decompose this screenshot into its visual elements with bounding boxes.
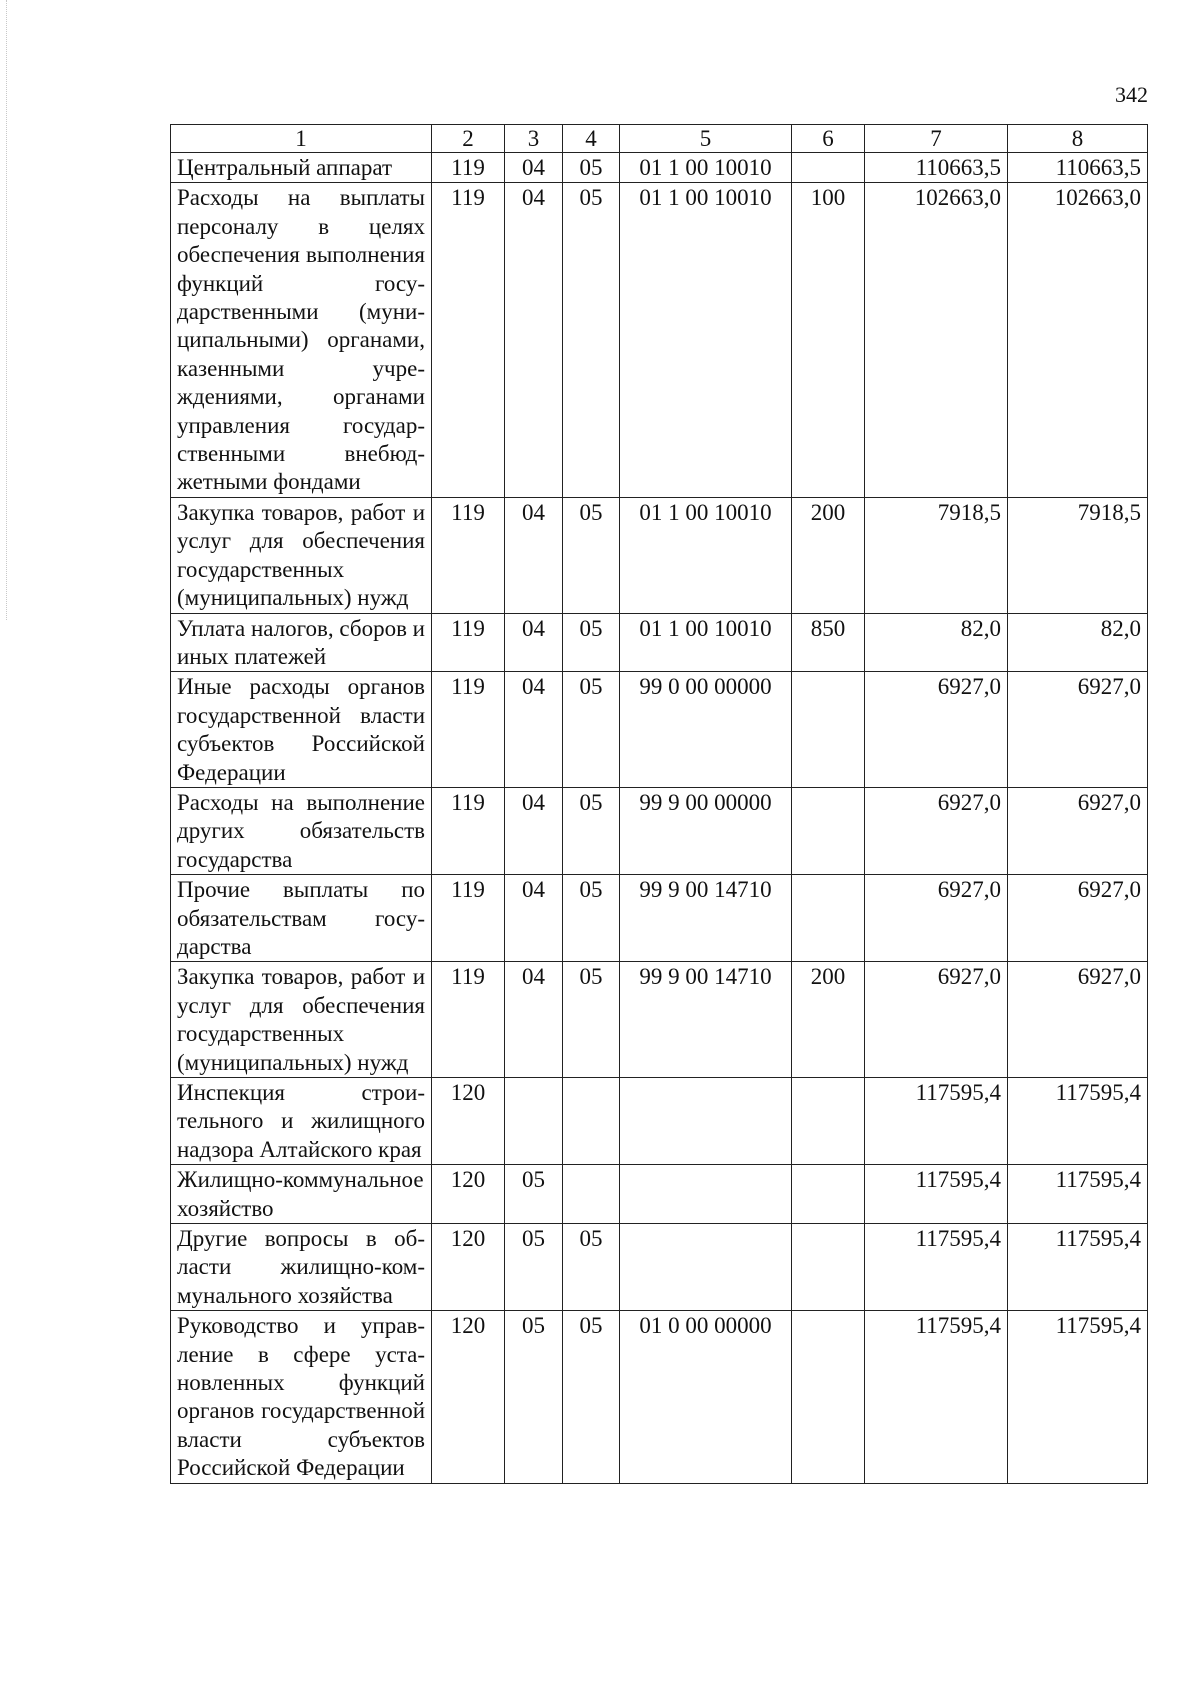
header-cell: 8 (1008, 125, 1148, 153)
code-cell-3: 04 (505, 153, 563, 183)
code-cell-2: 119 (432, 875, 505, 962)
expense-name-cell: Закупка товаров, работ и услуг для обеспечения государственных (муниципальных) нужд (171, 962, 432, 1078)
code-cell-4: 05 (563, 153, 620, 183)
expense-name-cell: Расходы на выполнение других обязательств государства (171, 787, 432, 874)
amount-cell-8: 6927,0 (1008, 672, 1148, 788)
code-cell-5: 01 1 00 10010 (620, 153, 792, 183)
code-cell-5 (620, 1165, 792, 1224)
amount-cell-8: 117595,4 (1008, 1224, 1148, 1311)
amount-cell-7: 6927,0 (865, 875, 1008, 962)
code-cell-5: 01 1 00 10010 (620, 183, 792, 497)
code-cell-6: 850 (792, 613, 865, 672)
code-cell-4: 05 (563, 672, 620, 788)
expense-name-cell: Руководство и управление в сфере установленных функций органов государственной власти субъектов Российской Федерации (171, 1311, 432, 1483)
code-cell-2: 119 (432, 787, 505, 874)
expense-name-cell: Иные расходы органов государственной власти субъектов Российской Федерации (171, 672, 432, 788)
code-cell-4: 05 (563, 497, 620, 613)
code-cell-2: 120 (432, 1224, 505, 1311)
code-cell-5: 01 1 00 10010 (620, 497, 792, 613)
code-cell-3: 04 (505, 183, 563, 497)
code-cell-5: 01 1 00 10010 (620, 613, 792, 672)
code-cell-6: 200 (792, 497, 865, 613)
amount-cell-8: 117595,4 (1008, 1165, 1148, 1224)
table-row (171, 787, 1148, 874)
table-row (171, 497, 1148, 613)
expense-name-cell: Жилищно-коммунальное хозяйство (171, 1165, 432, 1224)
code-cell-5 (620, 1224, 792, 1311)
budget-table (170, 124, 1148, 1484)
scan-margin-marks (6, 0, 8, 620)
table-header-row (171, 125, 1148, 153)
code-cell-3: 04 (505, 962, 563, 1078)
header-cell: 7 (865, 125, 1008, 153)
amount-cell-7: 6927,0 (865, 672, 1008, 788)
header-cell: 1 (171, 125, 432, 153)
amount-cell-8: 82,0 (1008, 613, 1148, 672)
code-cell-6 (792, 1224, 865, 1311)
page-number: 342 (1115, 82, 1148, 107)
table-row (171, 153, 1148, 183)
amount-cell-7: 102663,0 (865, 183, 1008, 497)
code-cell-4: 05 (563, 1224, 620, 1311)
amount-cell-8: 102663,0 (1008, 183, 1148, 497)
code-cell-2: 119 (432, 497, 505, 613)
amount-cell-7: 110663,5 (865, 153, 1008, 183)
table-row (171, 1165, 1148, 1224)
code-cell-6: 200 (792, 962, 865, 1078)
header-cell: 5 (620, 125, 792, 153)
code-cell-2: 119 (432, 672, 505, 788)
code-cell-2: 119 (432, 183, 505, 497)
code-cell-3: 05 (505, 1311, 563, 1483)
expense-name-cell: Расходы на выплаты персоналу в целях обеспечения выполнения функций государственными (муниципальными) органами, казенными учреждениями, органами управления государственными внебюджетными фондами (171, 183, 432, 497)
code-cell-6 (792, 672, 865, 788)
code-cell-6 (792, 1078, 865, 1165)
table-row (171, 1078, 1148, 1165)
code-cell-3: 04 (505, 875, 563, 962)
header-cell: 4 (563, 125, 620, 153)
amount-cell-8: 6927,0 (1008, 962, 1148, 1078)
expense-name-cell: Закупка товаров, работ и услуг для обеспечения государственных (муниципальных) нужд (171, 497, 432, 613)
code-cell-6 (792, 1311, 865, 1483)
amount-cell-7: 6927,0 (865, 787, 1008, 874)
code-cell-2: 119 (432, 962, 505, 1078)
header-cell: 3 (505, 125, 563, 153)
code-cell-6 (792, 153, 865, 183)
amount-cell-8: 117595,4 (1008, 1078, 1148, 1165)
code-cell-3: 05 (505, 1165, 563, 1224)
code-cell-2: 119 (432, 613, 505, 672)
code-cell-6 (792, 787, 865, 874)
code-cell-4 (563, 1165, 620, 1224)
amount-cell-8: 6927,0 (1008, 875, 1148, 962)
code-cell-3 (505, 1078, 563, 1165)
amount-cell-7: 6927,0 (865, 962, 1008, 1078)
code-cell-4: 05 (563, 613, 620, 672)
table-row (171, 1224, 1148, 1311)
code-cell-4: 05 (563, 962, 620, 1078)
amount-cell-7: 117595,4 (865, 1165, 1008, 1224)
code-cell-2: 120 (432, 1311, 505, 1483)
expense-name-cell: Уплата налогов, сборов и иных платежей (171, 613, 432, 672)
table-row (171, 1311, 1148, 1483)
table-row (171, 613, 1148, 672)
table-row (171, 875, 1148, 962)
amount-cell-8: 110663,5 (1008, 153, 1148, 183)
expense-name-cell: Центральный аппарат (171, 153, 432, 183)
amount-cell-7: 7918,5 (865, 497, 1008, 613)
header-cell: 2 (432, 125, 505, 153)
code-cell-5: 99 0 00 00000 (620, 672, 792, 788)
code-cell-3: 05 (505, 1224, 563, 1311)
expense-name-cell: Инспекция строительного и жилищного надзора Алтайского края (171, 1078, 432, 1165)
code-cell-3: 04 (505, 672, 563, 788)
code-cell-5: 99 9 00 14710 (620, 875, 792, 962)
expense-name-cell: Другие вопросы в области жилищно-коммунального хозяйства (171, 1224, 432, 1311)
code-cell-4: 05 (563, 875, 620, 962)
amount-cell-7: 117595,4 (865, 1311, 1008, 1483)
code-cell-3: 04 (505, 613, 563, 672)
code-cell-5: 01 0 00 00000 (620, 1311, 792, 1483)
expense-name-cell: Прочие выплаты по обязательствам государства (171, 875, 432, 962)
code-cell-2: 120 (432, 1078, 505, 1165)
table-row (171, 183, 1148, 497)
code-cell-2: 120 (432, 1165, 505, 1224)
amount-cell-7: 117595,4 (865, 1224, 1008, 1311)
table-row (171, 962, 1148, 1078)
code-cell-5: 99 9 00 00000 (620, 787, 792, 874)
amount-cell-7: 117595,4 (865, 1078, 1008, 1165)
code-cell-6 (792, 1165, 865, 1224)
amount-cell-8: 7918,5 (1008, 497, 1148, 613)
amount-cell-8: 6927,0 (1008, 787, 1148, 874)
code-cell-2: 119 (432, 153, 505, 183)
code-cell-4 (563, 1078, 620, 1165)
table-row (171, 672, 1148, 788)
code-cell-4: 05 (563, 183, 620, 497)
code-cell-6 (792, 875, 865, 962)
code-cell-5 (620, 1078, 792, 1165)
header-cell: 6 (792, 125, 865, 153)
code-cell-4: 05 (563, 787, 620, 874)
code-cell-3: 04 (505, 787, 563, 874)
code-cell-5: 99 9 00 14710 (620, 962, 792, 1078)
amount-cell-7: 82,0 (865, 613, 1008, 672)
code-cell-3: 04 (505, 497, 563, 613)
code-cell-6: 100 (792, 183, 865, 497)
code-cell-4: 05 (563, 1311, 620, 1483)
amount-cell-8: 117595,4 (1008, 1311, 1148, 1483)
